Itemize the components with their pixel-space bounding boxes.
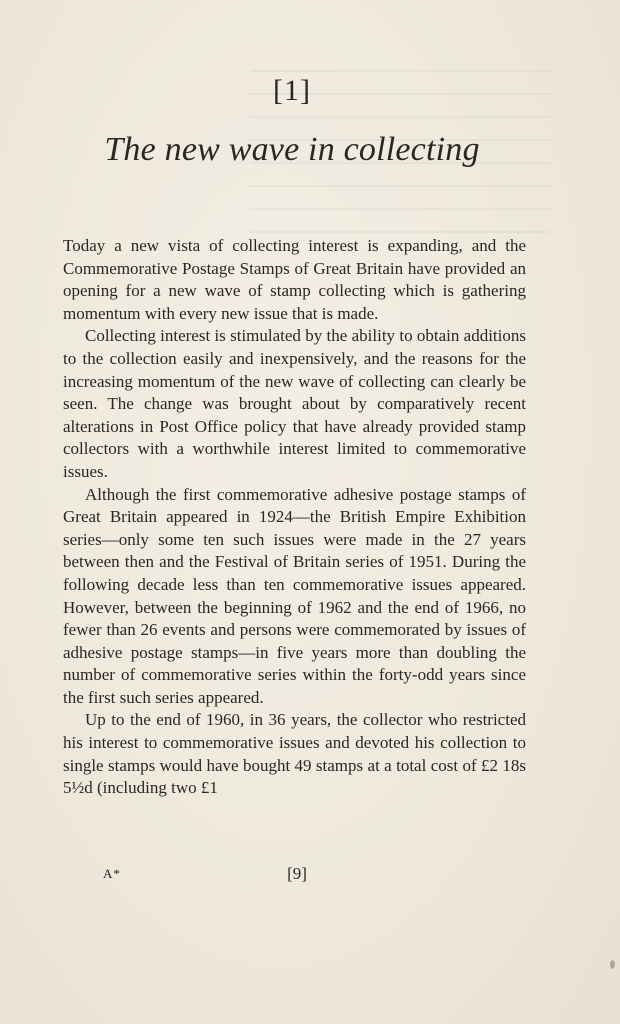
signature-mark: A* <box>103 866 121 881</box>
paragraph: Up to the end of 1960, in 36 years, the collector who restricted his interest to commemorative issues and devoted his collection to single stamps would have bought 49 stamps at a total cost of £2 18s 5½d (including two £1 <box>63 710 526 798</box>
paper-speck <box>610 960 615 969</box>
paragraph: Today a new vista of collecting interest is expanding, and the Commemorative Postage Stamps of Great Britain have provided an opening for a new wave of stamp collecting which is gathering momentum with every new issue that is made. <box>63 236 526 323</box>
page-number: [9] <box>287 864 307 883</box>
paragraph: Collecting interest is stimulated by the ability to obtain additions to the collection easily and inexpensively, and the reasons for the increasing momentum of the new wave of collecting can clearly be seen. The change was brought about by comparatively recent alterations in Post Office policy that have already provided stamp collectors with a worthwhile interest limited to commemorative issues. <box>63 326 526 481</box>
paragraph: Although the first commemorative adhesive postage stamps of Great Britain appeared in 1924—the British Empire Exhibition series—only some ten such issues were made in the 27 years between then and the Festival of Britain series of 1951. During the following decade less than ten commemorative issues appeared. However, between the beginning of 1962 and the end of 1966, no fewer than 26 events and persons were commemorated by issues of adhesive postage stamps—in five years more than doubling the number of commemorative series within the forty-odd years since the first such series appeared. <box>63 484 526 707</box>
chapter-body <box>63 235 526 800</box>
chapter-title: The new wave in collecting <box>104 131 480 168</box>
chapter-number: [1] <box>273 74 311 107</box>
